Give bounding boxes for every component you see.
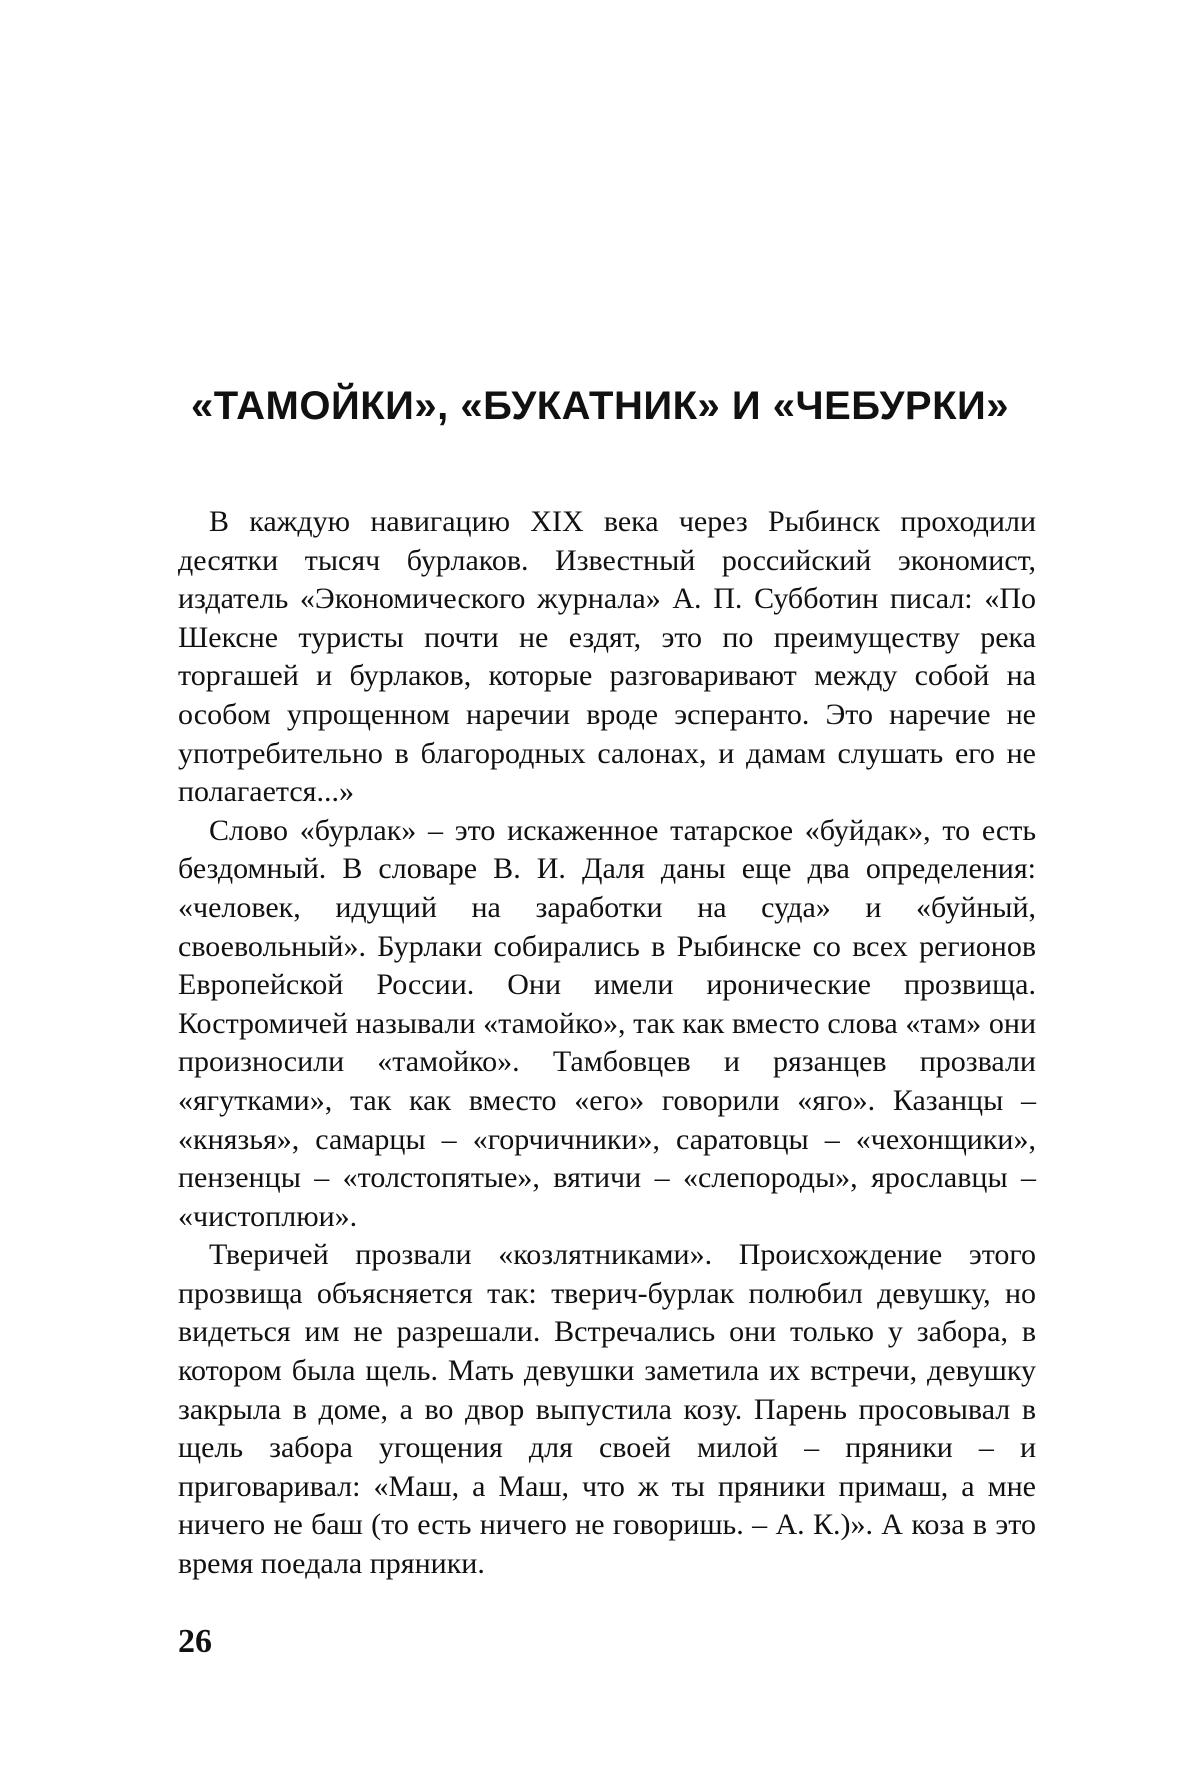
chapter-title: «ТАМОЙКИ», «БУКАТНИК» И «ЧЕБУРКИ» <box>190 384 1010 428</box>
body-text <box>178 503 1036 1584</box>
paragraph-3: Тверичей прозвали «козлятниками». Происхождение этого прозвища объясняется так: тверич-бурлак полюбил девушку, но видеться им не разрешали. Встречались они только у забора, в котором была щель. Мать девушки заметила их встречи, девушку закрыла в доме, а во двор выпустила козу. Парень просовывал в щель забора угощения для своей милой – пряники – и приговаривал: «Маш, а Маш, что ж ты пряники примаш, а мне ничего не баш (то есть ничего не говоришь. – А. К.)». А коза в это время поедала пряники. <box>178 1238 1036 1581</box>
page-number: 26 <box>178 1623 212 1660</box>
paragraph-1: В каждую навигацию XIX века через Рыбинск проходили десятки тысяч бурлаков. Известный российский экономист, издатель «Экономического журнала» А. П. Субботин писал: «По Шексне туристы почти не ездят, это по преимуществу река торгашей и бурлаков, которые разговаривают между собой на особом упрощенном наречии вроде эсперанто. Это наречие не употребительно в благородных салонах, и дамам слушать его не полагается...» <box>178 505 1036 809</box>
paragraph-2: Слово «бурлак» – это искаженное татарское «буйдак», то есть бездомный. В словаре В. И. Даля даны еще два определения: «человек, идущий на заработки на суда» и «буйный, своевольный». Бурлаки собирались в Рыбинске со всех регионов Европейской России. Они имели иронические прозвища. Костромичей называли «тамойко», так как вместо слова «там» они произносили «тамойко». Тамбовцев и рязанцев прозвали «ягутками», так как вместо «его» говорили «яго». Казанцы – «князья», самарцы – «горчичники», саратовцы – «чехонщики», пензенцы – «толстопятые», вятичи – «слепороды», ярославцы – «чистоплюи». <box>178 813 1036 1233</box>
